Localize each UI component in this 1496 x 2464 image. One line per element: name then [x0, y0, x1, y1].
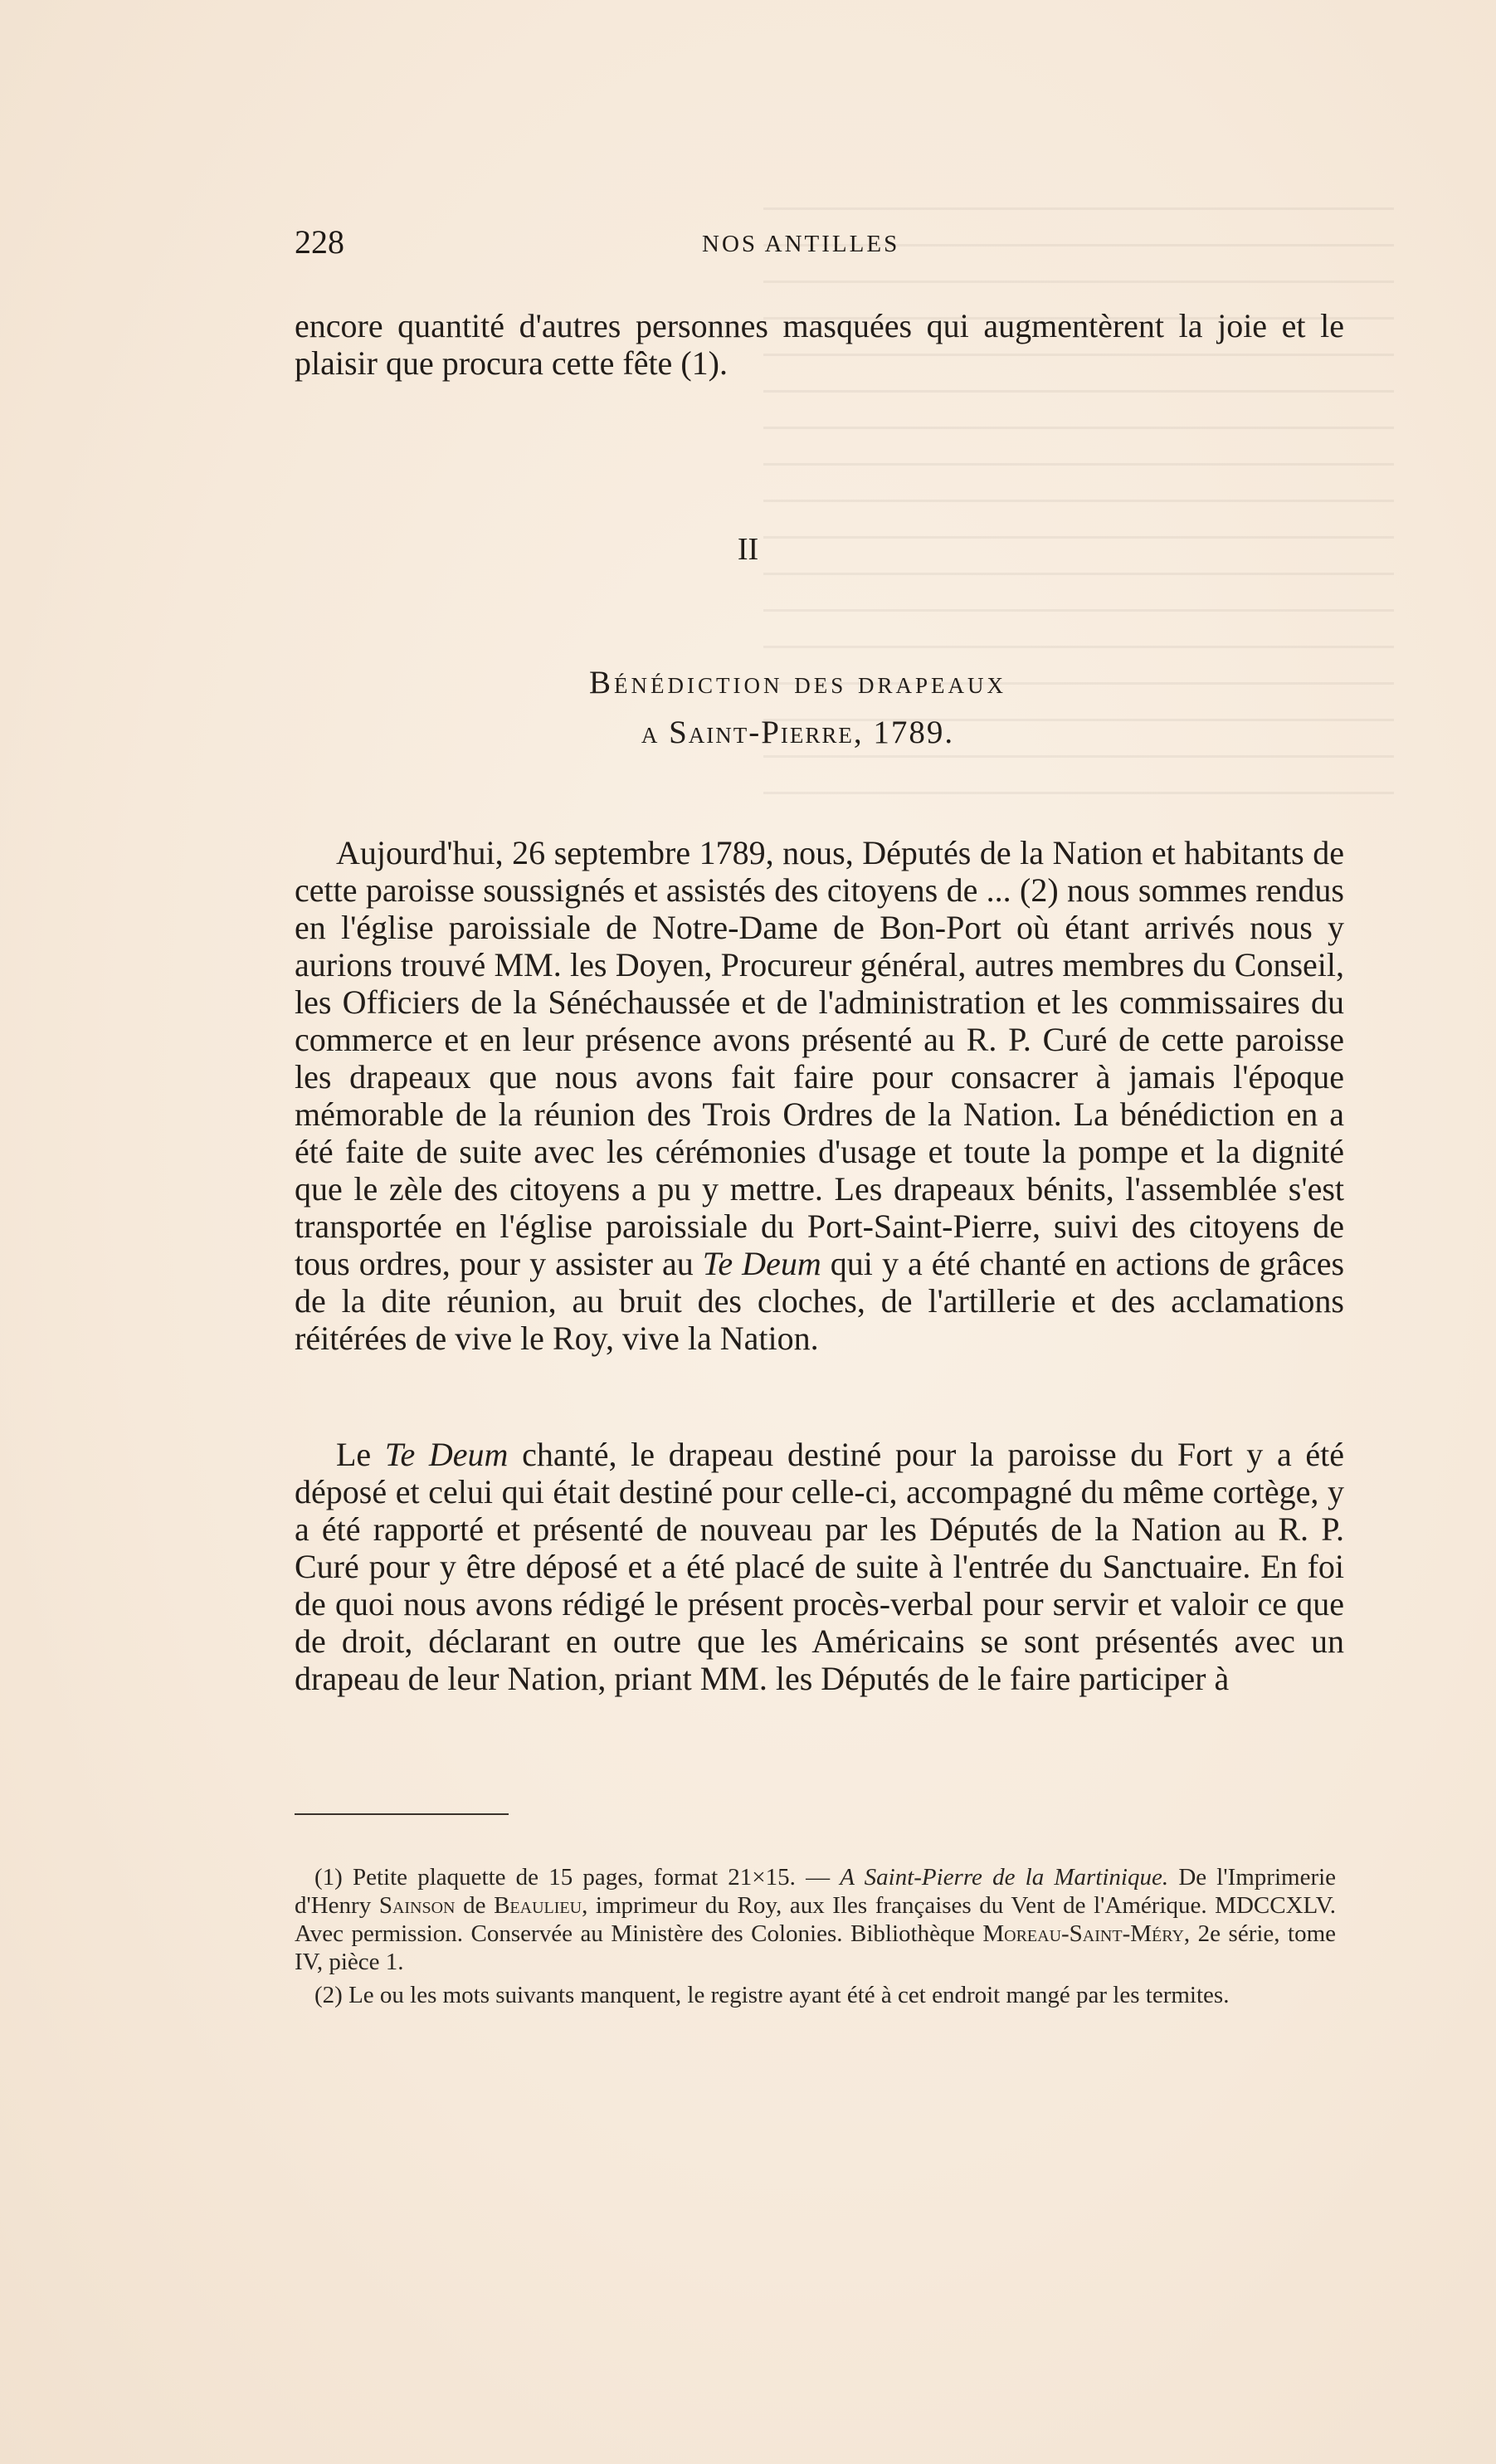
paragraph-2-text-b: chanté, le drapeau destiné pour la paroisse du Fort y a été déposé et celui qui était destiné pour celle-ci, accompagné du même cortège, y a été rapporté et présenté de nouveau par les Députés de la Nation au R. P. Curé pour y être déposé et a été placé de suite à l'entrée du Sanctuaire. En foi de quoi nous avons rédigé le présent procès-verbal pour servir et valoir ce que de droit, déclarant en outre que les Américains se sont présentés avec un drapeau de leur Nation, priant MM. les Députés de le faire participer à — [295, 1436, 1345, 1697]
te-deum-italic: Te Deum — [384, 1436, 509, 1473]
footnote-1-text-d: , imprimeur du Roy, aux Iles françaises du Vent de l'Amérique. MDCCXLV. Avec permission. Conservée au Ministère des Colonies. Bibliothèque — [295, 1892, 1337, 1947]
paragraph-1-text-b: qui y a été chanté en actions de grâces de la dite réunion, au bruit des cloches, de l'artillerie et des acclamations réitérées de vive le Roy, vive la Nation. — [295, 1245, 1345, 1357]
footnotes — [295, 1863, 1336, 2014]
footnote-1-text-b: De l'Imprimerie d'Henry — [295, 1864, 1337, 1919]
footnote-1 — [295, 1863, 1336, 1976]
te-deum-italic: Te Deum — [702, 1245, 821, 1282]
footnote-1-name-beaulieu: Beaulieu — [494, 1892, 582, 1919]
body-paragraph-2 — [295, 1436, 1344, 1697]
page-header — [295, 222, 1357, 272]
running-title: NOS ANTILLES — [702, 231, 900, 257]
footnote-divider — [295, 1813, 509, 1815]
footnote-1-text-e: , 2e série, tome IV, pièce 1. — [295, 1920, 1337, 1975]
footnote-1-text-c: de — [463, 1892, 486, 1919]
section-title-line-1: Bénédiction des drapeaux — [589, 665, 1006, 700]
footnote-1-text-a: (1) Petite plaquette de 15 pages, format 21×15. — — [314, 1864, 831, 1891]
footnote-2: (2) Le ou les mots suivants manquent, le registre ayant été à cet endroit mangé par les termites. — [314, 1982, 1230, 2008]
body-paragraph-1 — [295, 834, 1344, 1357]
page-number: 228 — [295, 223, 344, 261]
paragraph-1-text-a: Aujourd'hui, 26 septembre 1789, nous, Députés de la Nation et habitants de cette paroisse soussignés et assistés des citoyens de ... (2) nous sommes rendus en l'église paroissiale de Notre-Dame de Bon-Port où étant arrivés nous y aurions trouvé MM. les Doyen, Procureur général, autres membres du Conseil, les Officiers de la Sénéchaussée et de l'administration et les commissaires du commerce et en leur présence avons présenté au R. P. Curé de cette paroisse les drapeaux que nous avons fait faire pour consacrer à jamais l'époque mémorable de la réunion des Trois Ordres de la Nation. La bénédiction en a été faite de suite avec les cérémonies d'usage et toute la pompe et la dignité que le zèle des citoyens a pu y mettre. Les drapeaux bénits, l'assemblée s'est transportée en l'église paroissiale du Port-Saint-Pierre, suivi des citoyens de tous ordres, pour y assister au — [295, 834, 1344, 1282]
footnote-1-name-sainson: Sainson — [378, 1892, 456, 1919]
section-number: II — [737, 532, 759, 567]
footnote-1-title: A Saint-Pierre de la Martinique. — [840, 1864, 1169, 1891]
continuation-paragraph: encore quantité d'autres personnes masquées qui augmentèrent la joie et le plaisir que procura cette fête (1). — [295, 307, 1344, 382]
paragraph-2-text-a: Le — [336, 1436, 372, 1473]
section-title-line-2: a Saint-Pierre, 1789. — [641, 715, 955, 750]
footnote-1-name-moreau: Moreau-Saint-Méry — [982, 1920, 1184, 1947]
